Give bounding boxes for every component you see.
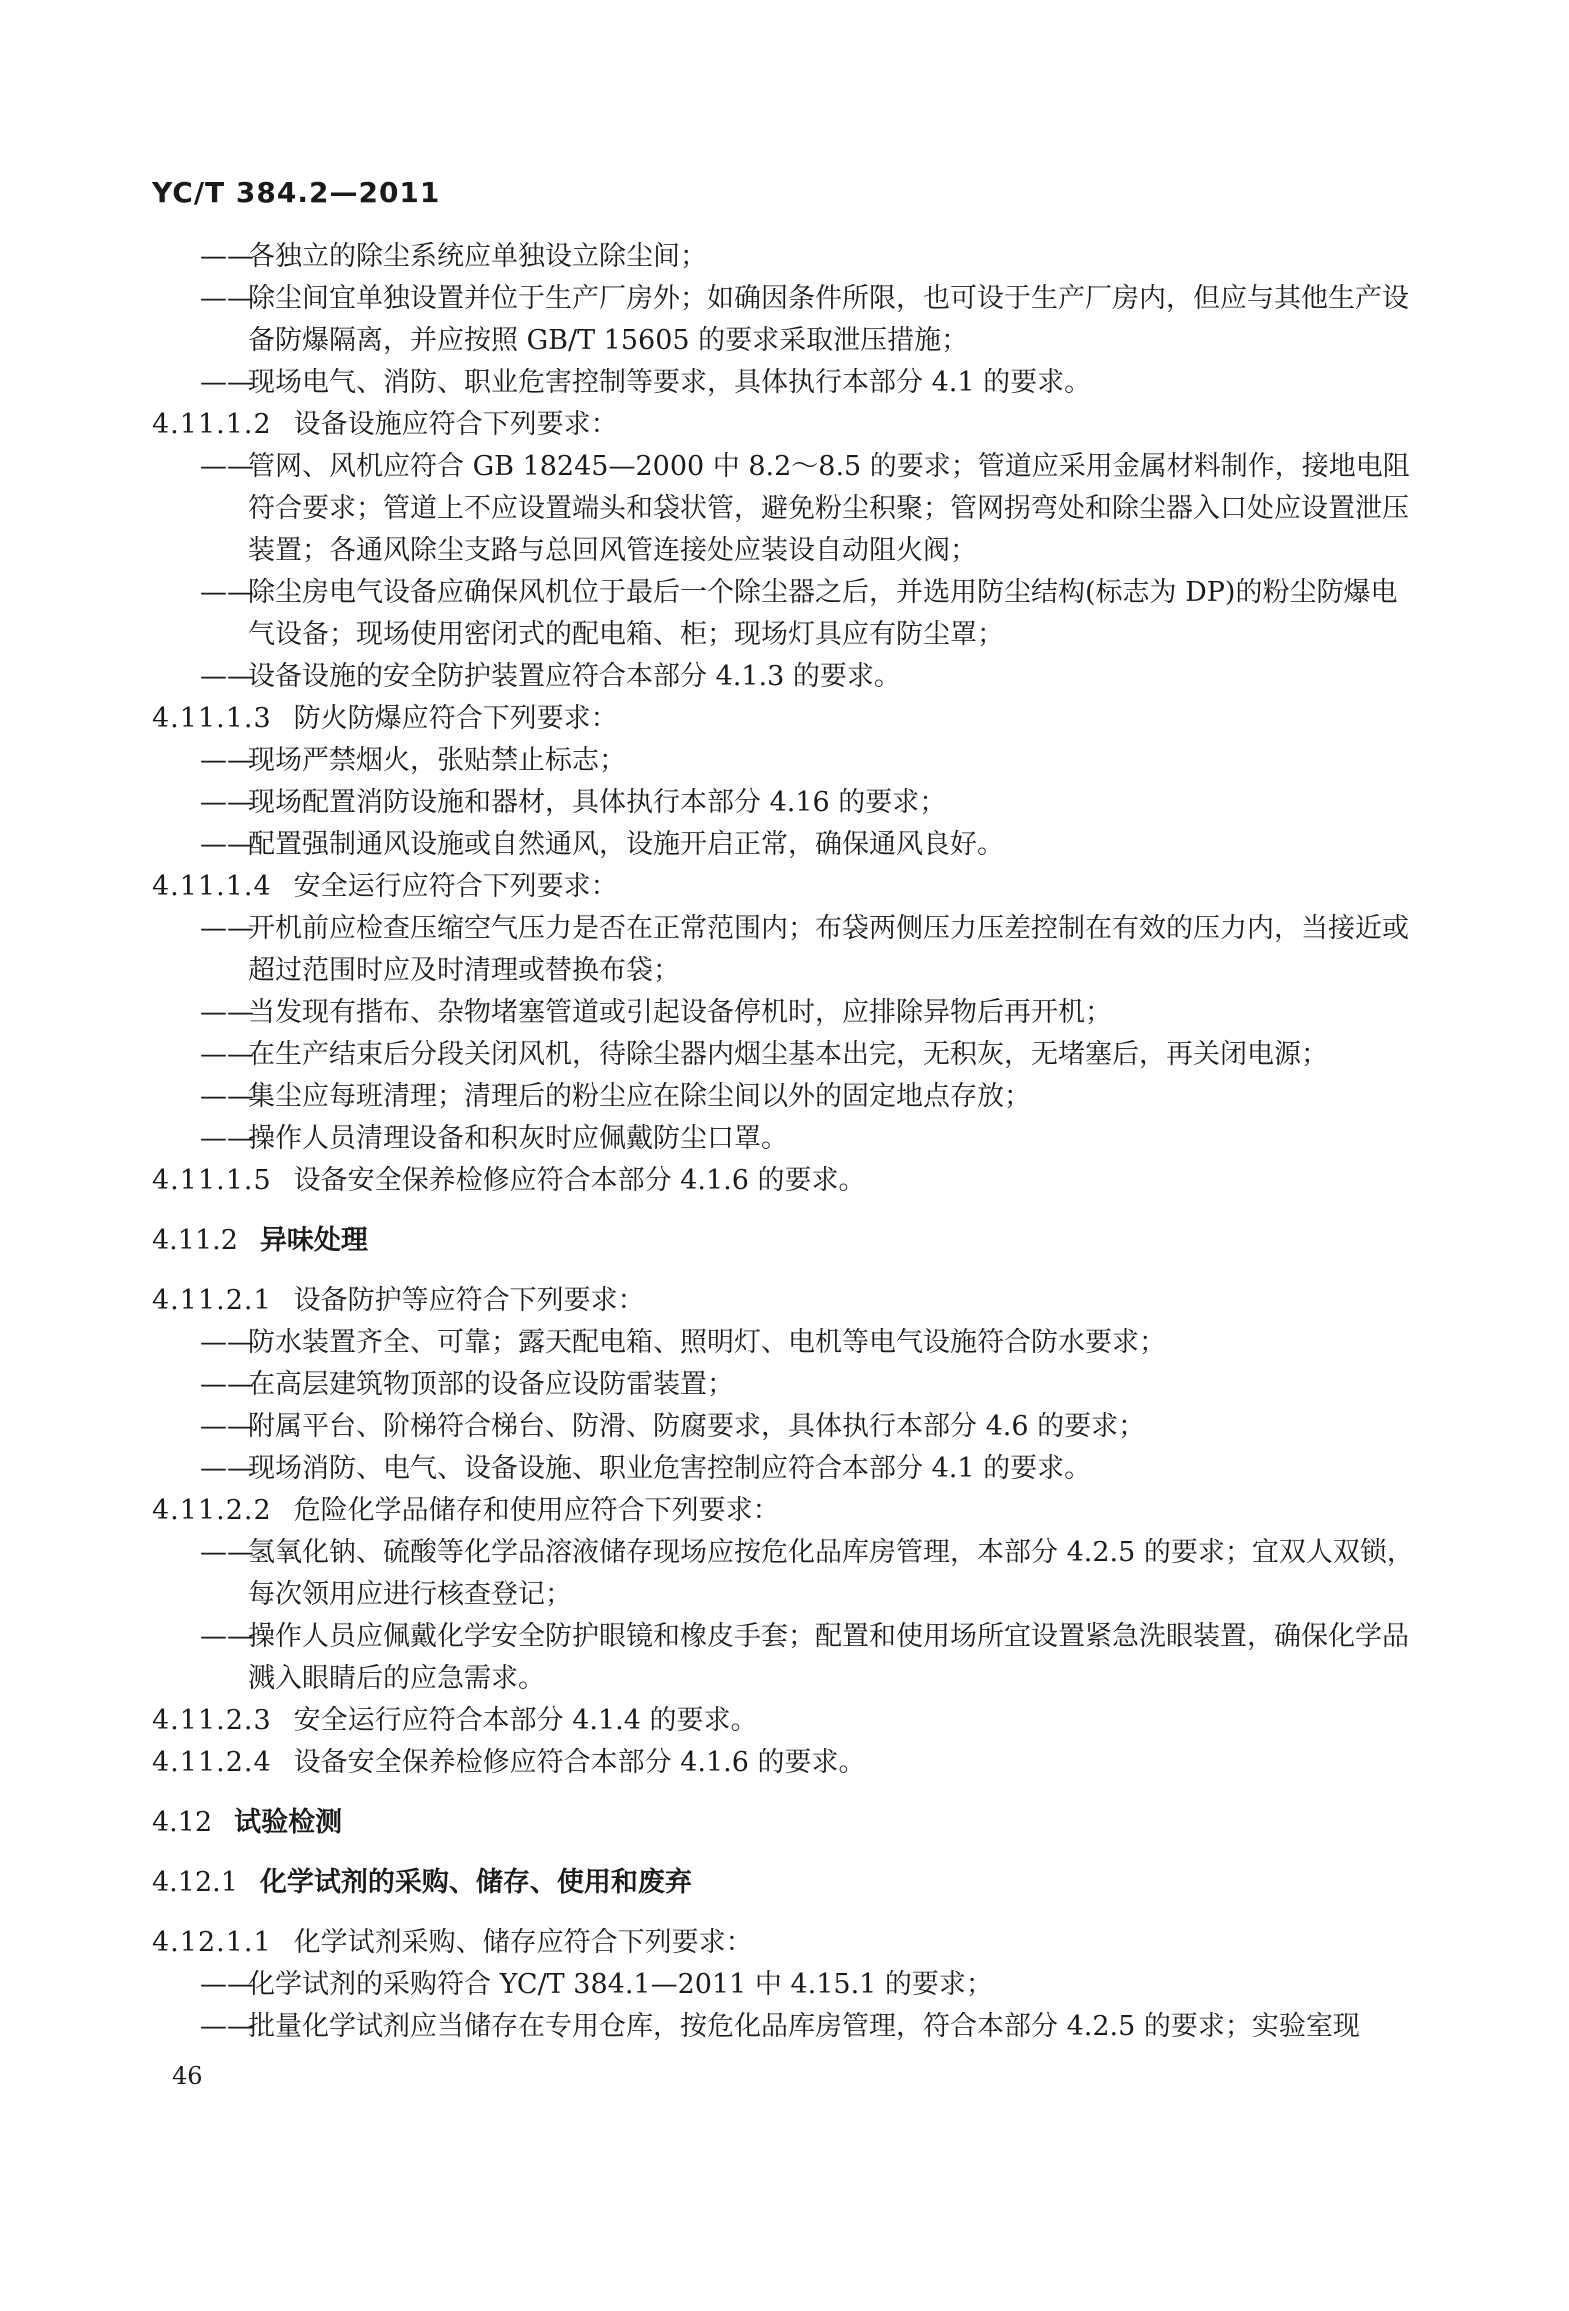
clause-text: 设备安全保养检修应符合本部分 4.1.6 的要求。 [293,1747,866,1778]
list-dash: —— [200,2011,254,2042]
dash-list-item [200,572,1422,656]
list-item-text: 氢氧化钠、硫酸等化学品溶液储存现场应按危化品库房管理，本部分 4.2.5 的要求；宜双人双锁，每次领用应进行核查登记； [248,1537,1414,1610]
list-dash: —— [200,1411,254,1442]
list-item-text: 管网、风机应符合 GB 18245—2000 中 8.2～8.5 的要求；管道应采用金属材料制作，接地电阻符合要求；管道上不应设置端头和袋状管，避免粉尘积聚；管网拐弯处和除尘器入口处应设置泄压装置；各通风除尘支路与总回风管连接处应装设自动阻火阀； [248,451,1410,566]
list-item-text: 除尘间宜单独设置并位于生产厂房外；如确因条件所限，也可设于生产厂房内，但应与其他生产设备防爆隔离，并应按照 GB/T 15605 的要求采取泄压措施； [248,283,1409,356]
list-dash: —— [200,745,254,776]
dash-list-item [200,1322,1422,1364]
clause-number: 4.11.2.4 [152,1747,272,1778]
list-dash: —— [200,1621,254,1652]
clause-item [152,1922,1422,1964]
dash-list-item [200,1448,1422,1490]
section-title: 化学试剂的采购、储存、使用和废弃 [259,1867,692,1898]
clause-number: 4.11.2.1 [152,1285,272,1316]
standard-code-header: YC/T 384.2—2011 [152,176,441,209]
list-dash: —— [200,367,254,398]
clause-item [152,698,1422,740]
dash-list-item [200,1406,1422,1448]
list-item-text: 各独立的除尘系统应单独设立除尘间； [248,241,707,272]
clause-item [152,1490,1422,1532]
list-item-text: 附属平台、阶梯符合梯台、防滑、防腐要求，具体执行本部分 4.6 的要求； [248,1411,1146,1442]
list-dash: —— [200,1039,254,1070]
list-dash: —— [200,829,254,860]
clause-item [152,1160,1422,1202]
list-item-text: 操作人员应佩戴化学安全防护眼镜和橡皮手套；配置和使用场所宜设置紧急洗眼装置，确保化学品溅入眼睛后的应急需求。 [248,1621,1409,1694]
list-item-text: 防水装置齐全、可靠；露天配电箱、照明灯、电机等电气设施符合防水要求； [248,1327,1166,1358]
clause-text: 化学试剂采购、储存应符合下列要求： [293,1927,753,1958]
dash-list-item [200,1964,1422,2006]
list-item-text: 开机前应检查压缩空气压力是否在正常范围内；布袋两侧压力压差控制在有效的压力内，当接近或超过范围时应及时清理或替换布袋； [248,913,1409,986]
list-item-text: 当发现有揩布、杂物堵塞管道或引起设备停机时，应排除异物后再开机； [248,997,1112,1028]
dash-list-item [200,740,1422,782]
list-dash: —— [200,661,254,692]
dash-list-item [200,362,1422,404]
clause-text: 危险化学品储存和使用应符合下列要求： [293,1495,780,1526]
list-item-text: 现场电气、消防、职业危害控制等要求，具体执行本部分 4.1 的要求。 [248,367,1092,398]
list-item-text: 除尘房电气设备应确保风机位于最后一个除尘器之后，并选用防尘结构(标志为 DP)的粉尘防爆电气设备；现场使用密闭式的配电箱、柜；现场灯具应有防尘罩； [248,577,1398,650]
clause-item [152,1742,1422,1784]
dash-list-item [200,656,1422,698]
clause-text: 安全运行应符合本部分 4.1.4 的要求。 [293,1705,758,1736]
dash-list-item [200,1616,1422,1700]
list-dash: —— [200,913,254,944]
list-dash: —— [200,787,254,818]
list-dash: —— [200,1969,254,2000]
list-item-text: 现场消防、电气、设备设施、职业危害控制应符合本部分 4.1 的要求。 [248,1453,1092,1484]
list-dash: —— [200,283,254,314]
list-dash: —— [200,997,254,1028]
list-item-text: 在生产结束后分段关闭风机，待除尘器内烟尘基本出完，无积灰，无堵塞后，再关闭电源； [248,1039,1328,1070]
section-title: 异味处理 [259,1225,368,1256]
clause-text: 安全运行应符合下列要求： [293,871,618,902]
dash-list-item [200,236,1422,278]
section-heading [152,1862,1422,1904]
list-dash: —— [200,1123,254,1154]
list-dash: —— [200,1537,254,1568]
dash-list-item [200,992,1422,1034]
dash-list-item [200,1076,1422,1118]
list-dash: —— [200,1327,254,1358]
clause-number: 4.11.1.2 [152,409,272,440]
dash-list-item [200,2006,1422,2048]
dash-list-item [200,446,1422,572]
section-number: 4.12.1 [152,1867,238,1898]
section-heading [152,1802,1422,1844]
list-item-text: 在高层建筑物顶部的设备应设防雷装置； [248,1369,734,1400]
list-item-text: 配置强制通风设施或自然通风，设施开启正常，确保通风良好。 [248,829,1004,860]
page-number: 46 [172,2062,203,2090]
clause-number: 4.11.1.4 [152,871,272,902]
clause-text: 设备安全保养检修应符合本部分 4.1.6 的要求。 [293,1165,866,1196]
clause-text: 设备设施应符合下列要求： [293,409,618,440]
clause-item [152,1700,1422,1742]
list-item-text: 现场配置消防设施和器材，具体执行本部分 4.16 的要求； [248,787,947,818]
clause-item [152,404,1422,446]
dash-list-item [200,908,1422,992]
list-dash: —— [200,1081,254,1112]
clause-item [152,866,1422,908]
list-dash: —— [200,451,254,482]
clause-number: 4.12.1.1 [152,1927,272,1958]
list-item-text: 设备设施的安全防护装置应符合本部分 4.1.3 的要求。 [248,661,901,692]
dash-list-item [200,278,1422,362]
list-item-text: 集尘应每班清理；清理后的粉尘应在除尘间以外的固定地点存放； [248,1081,1031,1112]
dash-list-item [200,782,1422,824]
clause-text: 防火防爆应符合下列要求： [293,703,618,734]
list-dash: —— [200,577,254,608]
section-heading [152,1220,1422,1262]
clause-number: 4.11.2.2 [152,1495,272,1526]
document-body [152,236,1422,2048]
list-item-text: 操作人员清理设备和积灰时应佩戴防尘口罩。 [248,1123,788,1154]
dash-list-item [200,824,1422,866]
list-item-text: 批量化学试剂应当储存在专用仓库，按危化品库房管理，符合本部分 4.2.5 的要求；实验室现 [248,2011,1360,2042]
section-title: 试验检测 [234,1807,343,1838]
dash-list-item [200,1034,1422,1076]
list-item-text: 现场严禁烟火，张贴禁止标志； [248,745,626,776]
list-item-text: 化学试剂的采购符合 YC/T 384.1—2011 中 4.15.1 的要求； [248,1969,993,2000]
dash-list-item [200,1364,1422,1406]
clause-text: 设备防护等应符合下列要求： [293,1285,645,1316]
clause-item [152,1280,1422,1322]
clause-number: 4.11.1.5 [152,1165,272,1196]
dash-list-item [200,1118,1422,1160]
clause-number: 4.11.2.3 [152,1705,272,1736]
list-dash: —— [200,1453,254,1484]
list-dash: —— [200,1369,254,1400]
dash-list-item [200,1532,1422,1616]
clause-number: 4.11.1.3 [152,703,272,734]
section-number: 4.12 [152,1807,213,1838]
list-dash: —— [200,241,254,272]
section-number: 4.11.2 [152,1225,238,1256]
